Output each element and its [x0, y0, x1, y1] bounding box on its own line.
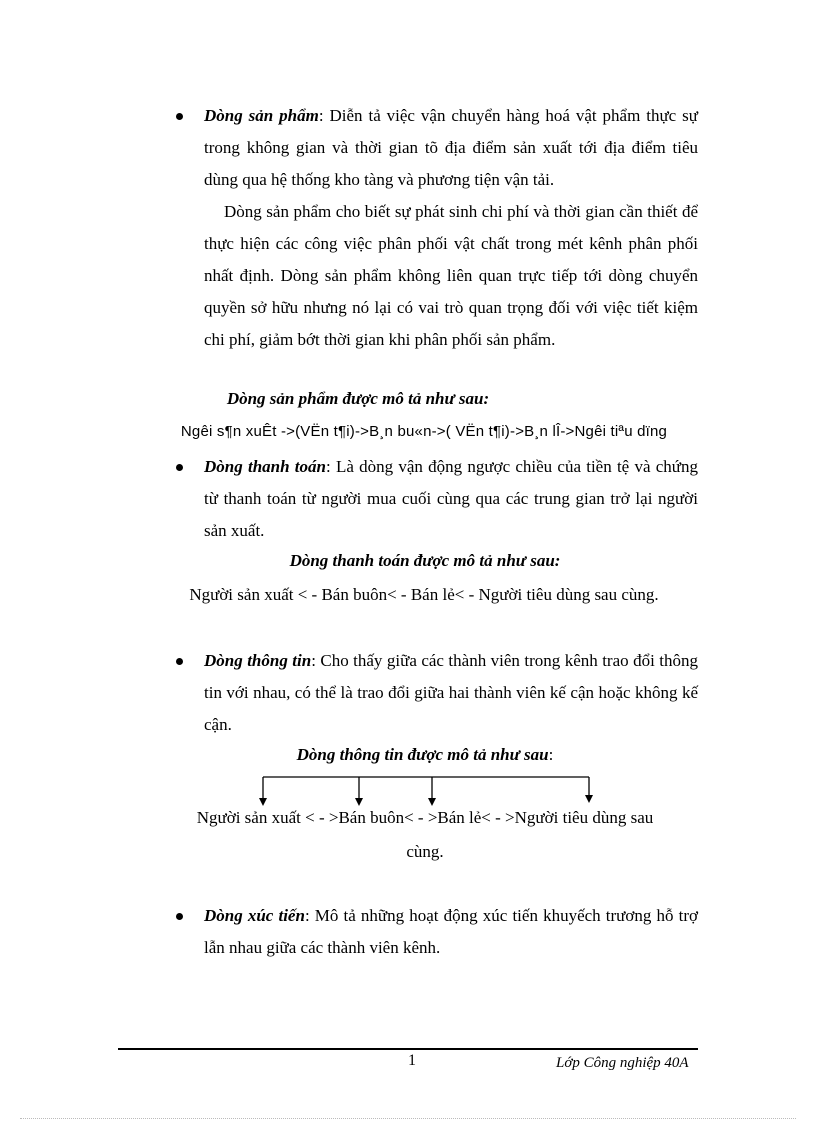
arrow-head-3 [428, 798, 436, 806]
info-flow-heading-text: Dòng thông tin được mô tả như sau [296, 745, 549, 764]
page-edge-divider [20, 1118, 796, 1119]
info-flow-chain-line1: Người sản xuất < - >Bán buôn< - >Bán lẻ< - >Người tiêu dùng sau [196, 808, 654, 827]
info-flow-chain-line2: cùng. [406, 842, 444, 861]
payment-flow-heading: Dòng thanh toán được mô tả như sau: [289, 551, 561, 570]
footer-rule [118, 1048, 698, 1050]
product-flow-desc: : Diễn tả việc vận chuyển hàng hoá vật phẩm thực sự trong không gian và thời gian tõ địa điểm sản xuất tới địa điểm tiêu dùng qua hệ thống kho tàng và phương tiện vận tải. [204, 106, 698, 189]
payment-flow-chain: Người sản xuất < - Bán buôn< - Bán lẻ< - Người tiêu dùng sau cùng. [189, 585, 659, 604]
product-flow-heading: Dòng sản phẩm được mô tả như sau: [226, 389, 490, 408]
info-flow-term: Dòng thông tin [204, 651, 312, 670]
product-flow-term: Dòng sản phẩm [204, 106, 319, 125]
promo-flow-desc: : Mô tả những hoạt động xúc tiến khuyếch trương hỗ trợ lẫn nhau giữa các thành viên kênh. [204, 906, 698, 957]
arrow-head-4 [585, 795, 593, 803]
info-flow-desc: : Cho thấy giữa các thành viên trong kênh trao đổi thông tin với nhau, có thể là trao đổi giữa hai thành viên kế cận hoặc không kế cận. [204, 651, 699, 734]
promo-flow-bullet [178, 900, 698, 964]
arrow-head-2 [355, 798, 363, 806]
bullet-icon [176, 913, 183, 920]
promo-flow-text [204, 900, 698, 964]
product-flow-chain: Ngêi s¶n xuÊt ->(VËn t¶i)->B¸n bu«n->( VËn t¶i)->B¸n lÎ->Ngêi tiªu dïng [180, 423, 668, 440]
payment-flow-desc: : Là dòng vận động ngược chiều của tiền tệ và chứng từ thanh toán từ người mua cuối cùng qua các trung gian trở lại người sản xuất. [204, 457, 699, 540]
info-flow-heading-colon: : [548, 745, 554, 764]
product-flow-paragraph: Dòng sản phẩm cho biết sự phát sinh chi phí và thời gian cần thiết để thực hiện các công việc phân phối vật chất trong mét kênh phân phối nhất định. Dòng sản phẩm không liên quan trực tiếp tới dòng chuyển quyền sở hữu nhưng nó lại có vai trò quan trọng đối với việc tiết kiệm chi phí, giảm bớt thời gian khi phân phối sản phẩm. [204, 202, 698, 349]
arrow-head-1 [259, 798, 267, 806]
payment-flow-term: Dòng thanh toán [204, 457, 326, 476]
promo-flow-term: Dòng xúc tiến [204, 906, 305, 925]
page-number: 1 [408, 1052, 416, 1069]
footer-class-label: Lớp Công nghiệp 40A [556, 1055, 689, 1071]
